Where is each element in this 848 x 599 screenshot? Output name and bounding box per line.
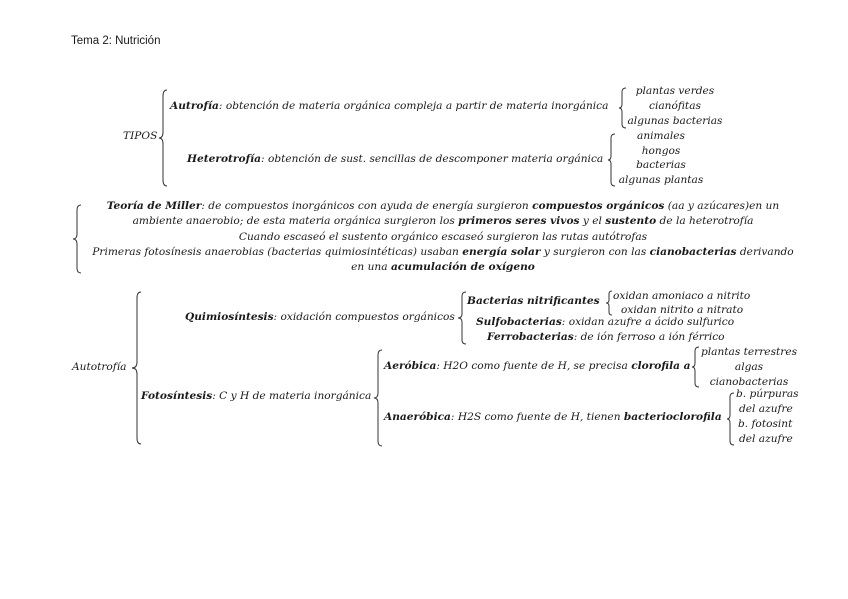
aerobica-term: Aeróbica	[384, 360, 437, 372]
miller-line-2	[78, 215, 808, 228]
tipos-label: TIPOS	[123, 130, 158, 142]
heterotrofia-example: hongos	[641, 145, 681, 157]
autrofia-definition	[170, 100, 608, 113]
miller-text: derivando	[736, 246, 794, 258]
miller-highlight: cianobacterias	[649, 246, 737, 258]
heterotrofia-example: bacterias	[636, 159, 686, 171]
nitrificantes-detail: oxidan nitrito a nitrato	[621, 304, 744, 316]
ferrobacterias-def-text: : de ión ferroso a ión férrico	[573, 331, 725, 343]
tipos-brace	[159, 90, 169, 186]
sulfobacterias-definition	[476, 316, 734, 329]
ferrobacterias-term: Ferrobacterias	[487, 331, 574, 343]
anaerobica-def-text: : H2S como fuente de H, tienen	[450, 411, 624, 423]
autotrofia-label: Autotrofía	[72, 361, 127, 373]
quimiosintesis-brace	[458, 292, 467, 344]
document-title: Tema 2: Nutrición	[71, 35, 161, 47]
heterotrofia-example: animales	[637, 130, 685, 142]
miller-text: : de compuestos inorgánicos con ayuda de energía surgieron	[201, 200, 533, 212]
miller-highlight: energía solar	[462, 246, 541, 258]
miller-highlight: compuestos orgánicos	[532, 200, 665, 212]
aerobica-pigment: clorofila a	[631, 360, 691, 372]
miller-text: de la heterotrofía	[656, 215, 754, 227]
anaerobica-example: b. púrpuras	[736, 388, 799, 400]
miller-highlight: acumulación de oxígeno	[390, 261, 535, 273]
autotrofia-brace	[132, 292, 142, 444]
miller-line-4	[78, 246, 808, 259]
miller-text: ambiente anaerobio; de esta materia orgánica surgieron los	[132, 215, 459, 227]
nitrificantes-term	[467, 295, 600, 308]
sulfobacterias-term: Sulfobacterias	[476, 316, 562, 328]
sulfobacterias-def-text: : oxidan azufre a ácido sulfurico	[561, 316, 735, 328]
nitrificantes-detail: oxidan amoniaco a nitrito	[613, 290, 751, 302]
miller-highlight: primeros seres vivos	[458, 215, 580, 227]
miller-line-3: Cuando escaseó el sustento orgánico escaseó surgieron las rutas autótrofas	[238, 231, 648, 243]
miller-text: (aa y azúcares)en un	[664, 200, 780, 212]
ferrobacterias-definition	[487, 331, 725, 344]
anaerobica-example: del azufre	[739, 403, 793, 415]
miller-text: en una	[351, 261, 391, 273]
miller-highlight: sustento	[605, 215, 657, 227]
anaerobica-term: Anaeróbica	[384, 411, 451, 423]
autrofia-example: cianófitas	[649, 100, 701, 112]
aerobica-def-text: : H2O como fuente de H, se precisa	[436, 360, 632, 372]
autrofia-def-text: : obtención de materia orgánica compleja a partir de materia inorgánica	[218, 100, 609, 112]
anaerobica-definition	[384, 411, 722, 424]
fotosintesis-definition	[141, 390, 371, 403]
anaerobica-examples-brace	[727, 393, 735, 445]
miller-text: y surgieron con las	[540, 246, 650, 258]
aerobica-example: algas	[734, 361, 764, 373]
miller-line-1	[78, 200, 808, 213]
quimiosintesis-def-text: : oxidación compuestos orgánicos	[273, 311, 455, 323]
aerobica-example: plantas terrestres	[700, 346, 798, 358]
fotosintesis-def-text: : C y H de materia inorgánica	[212, 390, 372, 402]
anaerobica-example: del azufre	[739, 433, 793, 445]
anaerobica-pigment: bacterioclorofila	[623, 411, 722, 423]
heterotrofia-term: Heterotrofía	[187, 153, 262, 165]
aerobica-example: cianobacterias	[709, 376, 789, 388]
miller-term: Teoría de Miller	[106, 200, 202, 212]
quimiosintesis-definition	[185, 311, 455, 324]
heterotrofia-def-text: : obtención de sust. sencillas de descomponer materia orgánica	[261, 153, 604, 165]
miller-line-5	[78, 261, 808, 274]
nitrificantes-label: Bacterias nitrificantes	[467, 295, 600, 307]
fotosintesis-term: Fotosíntesis	[141, 390, 213, 402]
quimiosintesis-term: Quimiosíntesis	[185, 311, 274, 323]
anaerobica-example: b. fotosint	[738, 418, 793, 430]
autrofia-example: algunas bacterias	[627, 115, 723, 127]
nitrificantes-brace	[606, 291, 613, 315]
miller-text: Primeras fotosínesis anaerobias (bacterias quimiosintéticas) usaban	[92, 246, 463, 258]
heterotrofia-example: algunas plantas	[618, 174, 704, 186]
miller-text: y el	[579, 215, 606, 227]
heterotrofia-definition	[187, 153, 603, 166]
fotosintesis-brace	[374, 350, 383, 446]
autrofia-example: plantas verdes	[635, 85, 715, 97]
autrofia-term: Autrofía	[170, 100, 219, 112]
aerobica-definition	[384, 360, 691, 373]
